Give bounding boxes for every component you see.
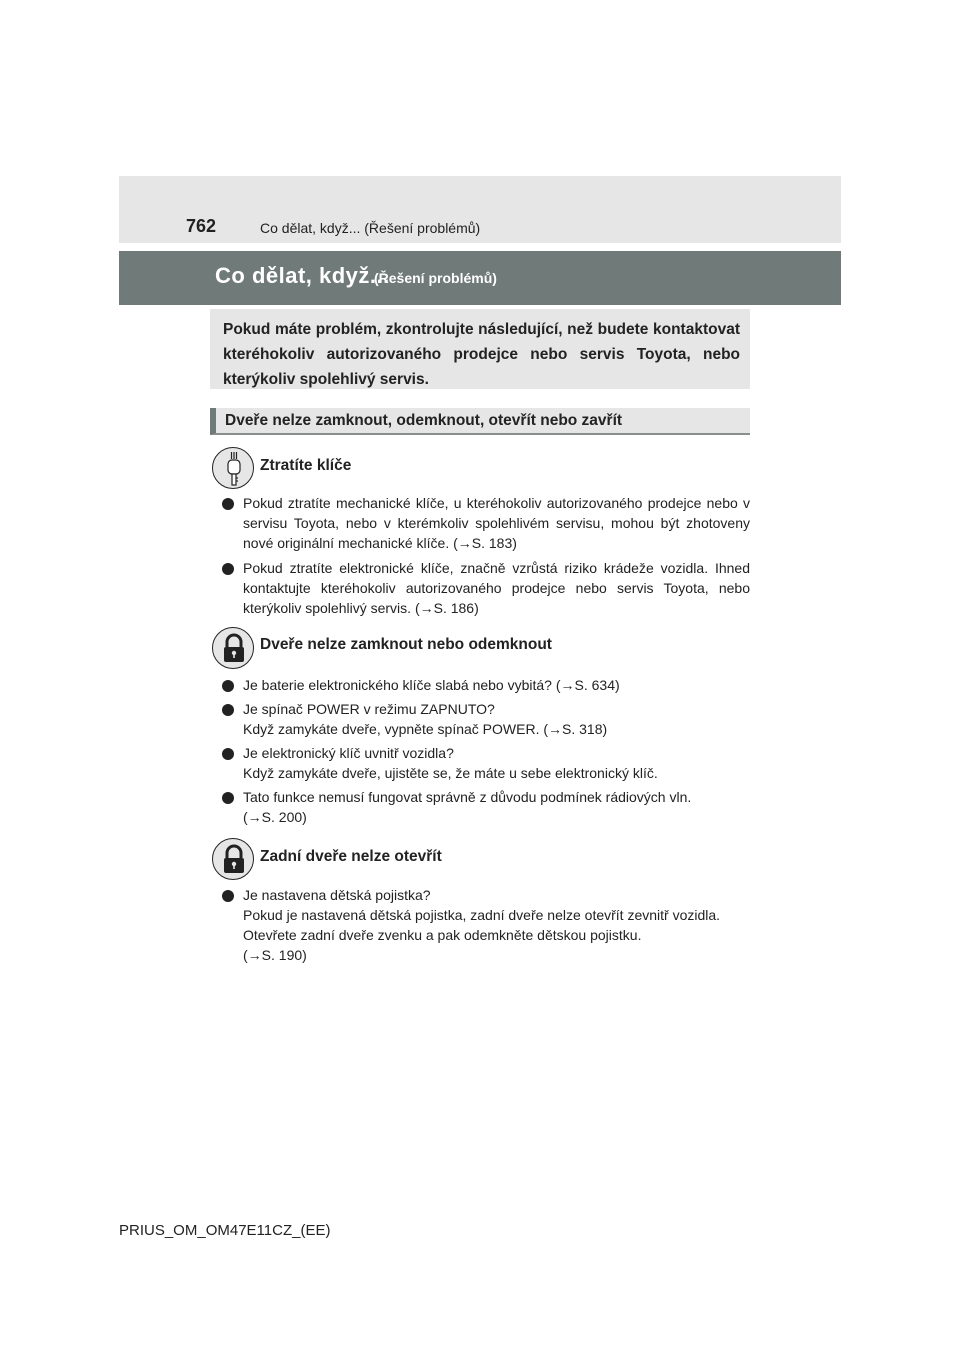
lock-icon xyxy=(212,627,254,669)
page-title: Co dělat, když... xyxy=(215,263,390,288)
lock-icon xyxy=(212,838,254,880)
list-item-line: Pokud je nastavená dětská pojistka, zadní dveře nelze otevřít zevnitř vozidla. Otevřete zadní dveře zvenku a pak odemkněte dětskou pojistku. xyxy=(243,907,721,943)
section-heading: Dveře nelze zamknout, odemknout, otevřít nebo zavřít xyxy=(210,408,750,435)
topic-heading-rear-doors: Zadní dveře nelze otevřít xyxy=(260,848,442,865)
list-item-line: (→S. 190) xyxy=(243,947,307,963)
list-item-line: Je elektronický klíč uvnitř vozidla? xyxy=(243,745,454,761)
intro-box: Pokud máte problém, zkontrolujte následující, než budete kontaktovat kteréhokoliv autorizovaného prodejce nebo servis Toyota, nebo kterýkoliv spolehlivý servis. xyxy=(210,309,750,389)
bullet xyxy=(222,498,234,510)
footer-doc-id: PRIUS_OM_OM47E11CZ_(EE) xyxy=(119,1222,331,1239)
list-item-line: Je spínač POWER v režimu ZAPNUTO? xyxy=(243,701,495,717)
bullet xyxy=(222,680,234,692)
list-item xyxy=(243,743,750,783)
list-item: Pokud ztratíte mechanické klíče, u kteréhokoliv autorizovaného prodejce nebo v servisu Toyota, nebo v kterémkoliv spolehlivém servisu, mohou být zhotoveny nové originální mechanické klíče. (→S. 183) xyxy=(243,495,750,551)
bullet xyxy=(222,563,234,575)
bullet xyxy=(222,704,234,716)
topic-heading-lock: Dveře nelze zamknout nebo odemknout xyxy=(260,636,552,653)
list-item xyxy=(243,699,750,739)
list-item xyxy=(243,787,750,827)
topic-heading-lost-keys: Ztratíte klíče xyxy=(260,457,352,474)
page-number: 762 xyxy=(186,216,217,236)
list-item-line: Když zamykáte dveře, ujistěte se, že máte u sebe elektronický klíč. xyxy=(243,765,658,781)
list-item-line: Tato funkce nemusí fungovat správně z důvodu podmínek rádiových vln. xyxy=(243,789,692,805)
list-item-line: Je nastavena dětská pojistka? xyxy=(243,887,431,903)
running-head: Co dělat, když... (Řešení problémů) xyxy=(260,220,481,236)
list-item xyxy=(243,885,750,965)
key-icon xyxy=(212,447,254,489)
bullet xyxy=(222,748,234,760)
page-subtitle: (Řešení problémů) xyxy=(374,270,497,286)
bullet xyxy=(222,792,234,804)
list-item-line: Když zamykáte dveře, vypněte spínač POWER. (→S. 318) xyxy=(243,721,608,737)
list-item-line: (→S. 200) xyxy=(243,809,307,825)
list-item: Pokud ztratíte elektronické klíče, značně vzrůstá riziko krádeže vozidla. Ihned kontaktujte kteréhokoliv autorizovaného prodejce nebo servis Toyota, nebo kterýkoliv spolehlivý servis. (→S. 186) xyxy=(243,560,750,616)
list-item: Je baterie elektronického klíče slabá nebo vybitá? (→S. 634) xyxy=(243,677,620,693)
bullet xyxy=(222,890,234,902)
